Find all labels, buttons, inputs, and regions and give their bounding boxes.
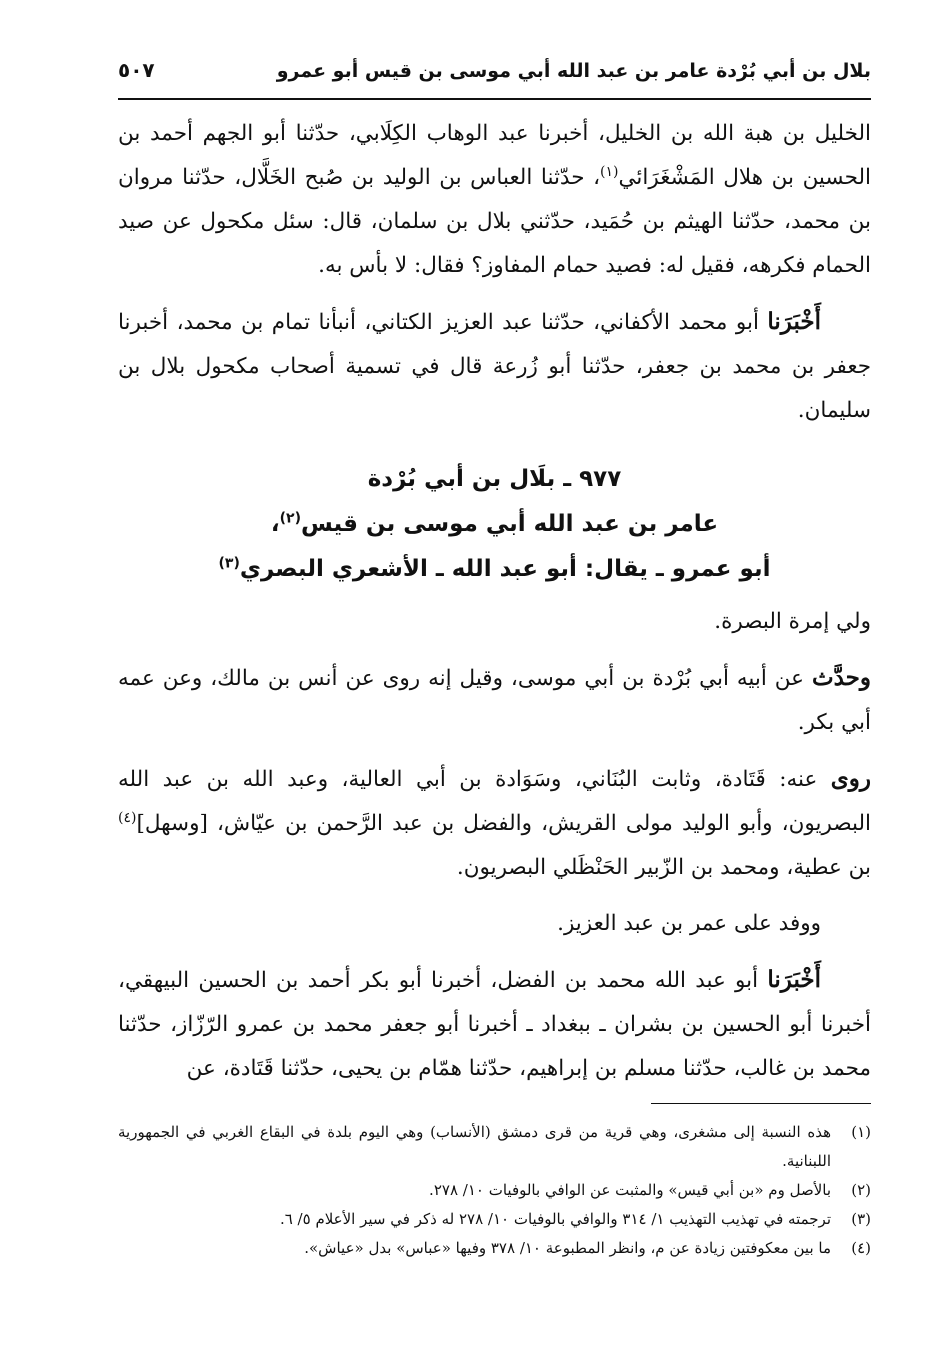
- bio-kunya: أبو عمرو ـ يقال: أبو عبد الله ـ الأشعري البصري: [239, 556, 771, 582]
- paragraph-6: ووفد على عمر بن عبد العزيز.: [557, 911, 821, 936]
- footnote-3: [118, 1205, 871, 1234]
- footnote-text: هذه النسبة إلى مشغرى، وهي قرية من قرى دمشق (الأنساب) وهي اليوم بلدة في البقاع الغربي في الجمهورية اللبنانية.: [118, 1123, 831, 1170]
- keyword: وحدَّث: [811, 664, 871, 691]
- footnote-ref-2[interactable]: (٢): [279, 510, 301, 527]
- footnote-number: (١): [851, 1123, 871, 1141]
- paragraph-2: [118, 300, 871, 433]
- keyword: روى: [830, 765, 871, 792]
- footnote-2: [118, 1176, 871, 1205]
- bio-name: عامر بن عبد الله أبي موسى بن قيس: [300, 511, 719, 537]
- paragraph-text: عن أبيه أبي بُرْدة بن أبي موسى، وقيل إنه روى عن أنس بن مالك، وعن عمه أبي بكر.: [118, 666, 871, 735]
- running-header: [118, 58, 871, 100]
- footnote-text: ما بين معكوفتين زيادة عن م، وانظر المطبوعة ١٠/ ٣٧٨ وفيها «عباس» بدل «عياش».: [304, 1239, 831, 1257]
- footnote-divider: [651, 1103, 871, 1104]
- bio-title-line-2: [118, 502, 871, 547]
- paragraph-5: [118, 757, 871, 890]
- paragraph-text: بن عطية، ومحمد بن الزّبير الحَنْظَلي البصريون.: [456, 855, 871, 880]
- biography-heading: [118, 457, 871, 592]
- footnote-ref-3[interactable]: (٣): [218, 555, 240, 572]
- footnote-1: [118, 1118, 871, 1176]
- bio-title-line-1: ٩٧٧ ـ بلَال بن أبي بُرْدة: [367, 466, 622, 492]
- main-text: [118, 112, 871, 1091]
- footnote-number: (٤): [851, 1239, 871, 1257]
- footnotes: [118, 1103, 871, 1263]
- page-number: ٥٠٧: [118, 58, 155, 82]
- footnote-number: (٢): [851, 1181, 871, 1199]
- bio-title-line-3: [118, 547, 871, 592]
- footnote-text: ترجمته في تهذيب التهذيب ١/ ٣١٤ والوافي بالوفيات ١٠/ ٢٧٨ له ذكر في سير الأعلام ٥/ ٦.: [279, 1210, 831, 1228]
- paragraph-text: الخليل بن هبة الله بن الخليل، أخبرنا عبد الوهاب الكِلَابي، حدّثنا أبو الجهم أحمد بن الحسين بن هلال المَشْغَرَائي: [118, 121, 872, 190]
- paragraph-4: [118, 656, 871, 745]
- paragraph-text: أبو محمد الأكفاني، حدّثنا عبد العزيز الكتاني، أنبأنا تمام بن محمد، أخبرنا جعفر بن محمد بن جعفر، حدّثنا أبو زُرعة قال في تسمية أصحاب مكحول بلال بن سليمان.: [118, 310, 871, 423]
- keyword: أَخْبَرَنا: [767, 308, 821, 335]
- keyword: أَخْبَرَنا: [767, 966, 821, 993]
- book-page: [118, 58, 871, 1308]
- footnote-text: بالأصل وم «بن أبي قيس» والمثبت عن الوافي بالوفيات ١٠/ ٢٧٨.: [429, 1181, 831, 1199]
- footnote-ref-4[interactable]: (٤): [118, 809, 137, 826]
- running-title: بلال بن أبي بُرْدة عامر بن عبد الله أبي موسى بن قيس أبو عمرو: [276, 60, 871, 82]
- footnote-ref-1[interactable]: (١): [600, 163, 619, 180]
- paragraph-7: [118, 958, 871, 1091]
- footnote-number: (٣): [851, 1210, 871, 1228]
- bio-punct: ،: [270, 511, 280, 537]
- paragraph-text: أبو عبد الله محمد بن الفضل، أخبرنا أبو بكر أحمد بن الحسين البيهقي، أخبرنا أبو الحسين بن بشران ـ ببغداد ـ أخبرنا أبو جعفر محمد بن عمرو الرّزّاز، حدّثنا محمد بن غالب، حدّثنا مسلم بن إبراهيم، حدّثنا همّام بن يحيى، حدّثنا قَتَادة، عن: [118, 968, 871, 1081]
- footnote-4: [118, 1234, 871, 1263]
- paragraph-text: ، حدّثنا العباس بن الوليد بن صُبح الخَلَّال، حدّثنا مروان بن محمد، حدّثنا الهيثم بن حُمَيد، حدّثني بلال بن سلمان، قال: سئل مكحول عن صيد الحمام فكرهه، فقيل له: فصيد حمام المفاوز؟ فقال: لا بأس به.: [118, 165, 871, 278]
- paragraph-text: عنه: قَتَادة، وثابت البُنَاني، وسَوَادة بن أبي العالية، وعبد الله بن عبد الله البصريون، وأبو الوليد مولى القريش، والفضل بن عبد الرَّحمن بن عيّاش، [وسهل]: [118, 767, 871, 836]
- paragraph-1: [118, 112, 871, 288]
- paragraph-3: ولي إمرة البصرة.: [714, 609, 871, 634]
